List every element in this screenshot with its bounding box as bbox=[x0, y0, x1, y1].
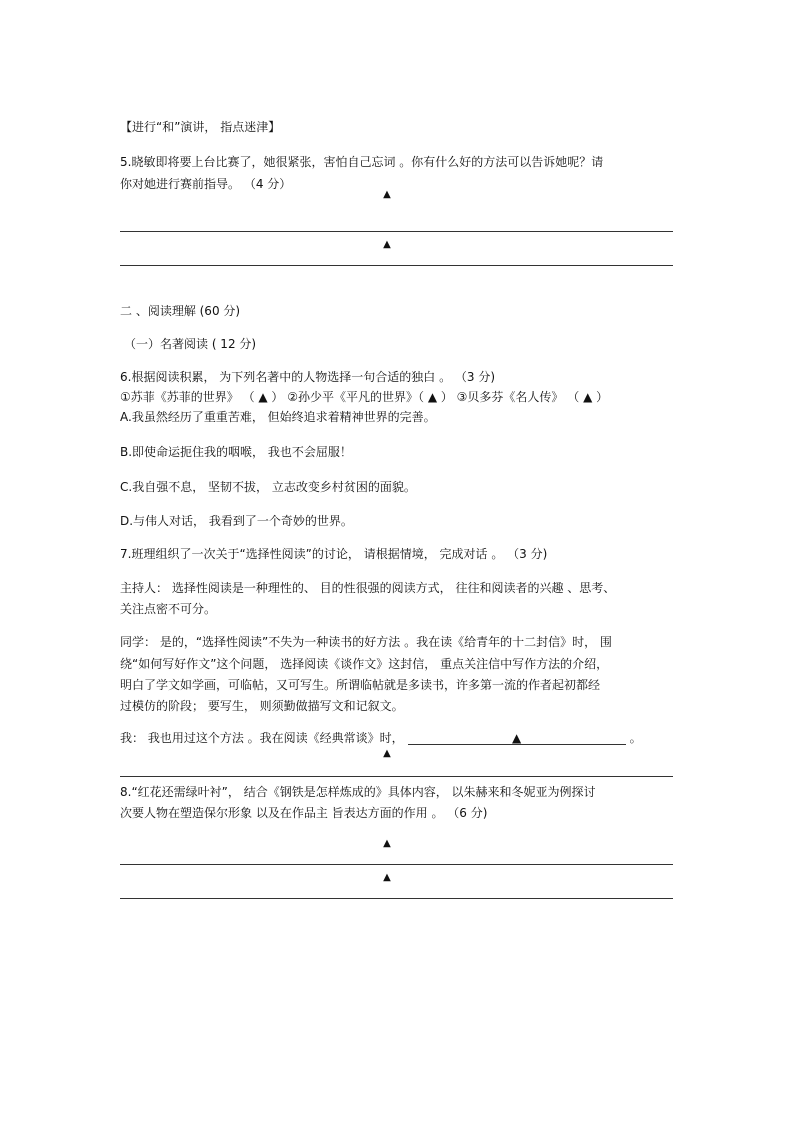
q7-host-line1: 主持人： 选择性阅读是一种理性的、 目的性很强的阅读方式， 往往和阅读者的兴趣 、思考、 bbox=[120, 581, 616, 595]
answer-mark: ▲ bbox=[383, 838, 391, 849]
q5-line1: 5.晓敏即将要上台比赛了，她很紧张，害怕自己忘词 。你有什么好的方法可以告诉她呢？请 bbox=[120, 155, 604, 169]
answer-line[interactable] bbox=[120, 776, 673, 777]
q7-me-suffix: 。 bbox=[629, 731, 642, 745]
q6-option-a: A.我虽然经历了重重苦难， 但始终追求着精神世界的完善。 bbox=[120, 410, 436, 424]
q7-student-line2: 绕“如何写好作文”这个问题， 选择阅读《谈作文》这封信， 重点关注信中写作方法的介绍， bbox=[120, 657, 609, 671]
q6-stem: 6.根据阅读积累， 为下列名著中的人物选择一句合适的独白 。 （3 分) bbox=[120, 370, 496, 384]
q7-student-line3: 明白了学文如学画，可临帖，又可写生。所谓临帖就是多读书，许多第一流的作者起初都经 bbox=[120, 678, 601, 692]
answer-mark: ▲ bbox=[383, 872, 391, 883]
answer-mark: ▲ bbox=[512, 731, 522, 745]
q8-line1: 8.“红花还需绿叶衬”， 结合《钢铁是怎样炼成的》具体内容， 以朱赫来和冬妮亚为例探讨 bbox=[120, 785, 596, 799]
q8-line2: 次要人物在塑造保尔形象 以及在作品主 旨表达方面的作用 。 （6 分) bbox=[120, 806, 488, 820]
answer-mark: ▲ bbox=[383, 189, 391, 200]
answer-mark: ▲ bbox=[383, 748, 391, 759]
q6-items: ①苏菲《苏菲的世界》 （ ▲ ） ②孙少平《平凡的世界》（ ▲ ） ③贝多芬《名人传》 （ ▲ ） bbox=[120, 390, 609, 404]
q7-me-prefix: 我： 我也用过这个方法 。我在阅读《经典常谈》时， bbox=[120, 731, 404, 745]
answer-line[interactable] bbox=[120, 265, 673, 266]
q7-host-line2: 关注点密不可分。 bbox=[120, 602, 217, 616]
answer-line[interactable] bbox=[120, 898, 673, 899]
q7-stem: 7.班理组织了一次关于“选择性阅读”的讨论， 请根据情境， 完成对话 。 （3 分) bbox=[120, 547, 548, 561]
q7-answer-blank[interactable] bbox=[408, 732, 626, 745]
q7-me-line bbox=[120, 731, 642, 745]
q6-option-c: C.我自强不息， 坚韧不拔， 立志改变乡村贫困的面貌。 bbox=[120, 480, 416, 494]
q7-student-line1: 同学： 是的，“选择性阅读”不失为一种读书的好方法 。我在读《给青年的十二封信》时， 围 bbox=[120, 635, 612, 649]
q7-student-line4: 过模仿的阶段； 要写生， 则须勤做描写文和记叙文。 bbox=[120, 699, 404, 713]
section-speech-title: 【进行“和”演讲， 指点迷津】 bbox=[120, 120, 281, 134]
sub1-title: （一）名著阅读 ( 12 分) bbox=[124, 337, 257, 351]
answer-mark: ▲ bbox=[383, 239, 391, 250]
q5-line2: 你对她进行赛前指导。 （4 分） bbox=[120, 177, 292, 191]
answer-line[interactable] bbox=[120, 864, 673, 865]
q6-option-d: D.与伟人对话， 我看到了一个奇妙的世界。 bbox=[120, 514, 353, 528]
answer-line[interactable] bbox=[120, 231, 673, 232]
part2-title: 二 、阅读理解 (60 分) bbox=[120, 304, 241, 318]
q6-option-b: B.即使命运扼住我的咽喉， 我也不会屈服！ bbox=[120, 445, 352, 459]
